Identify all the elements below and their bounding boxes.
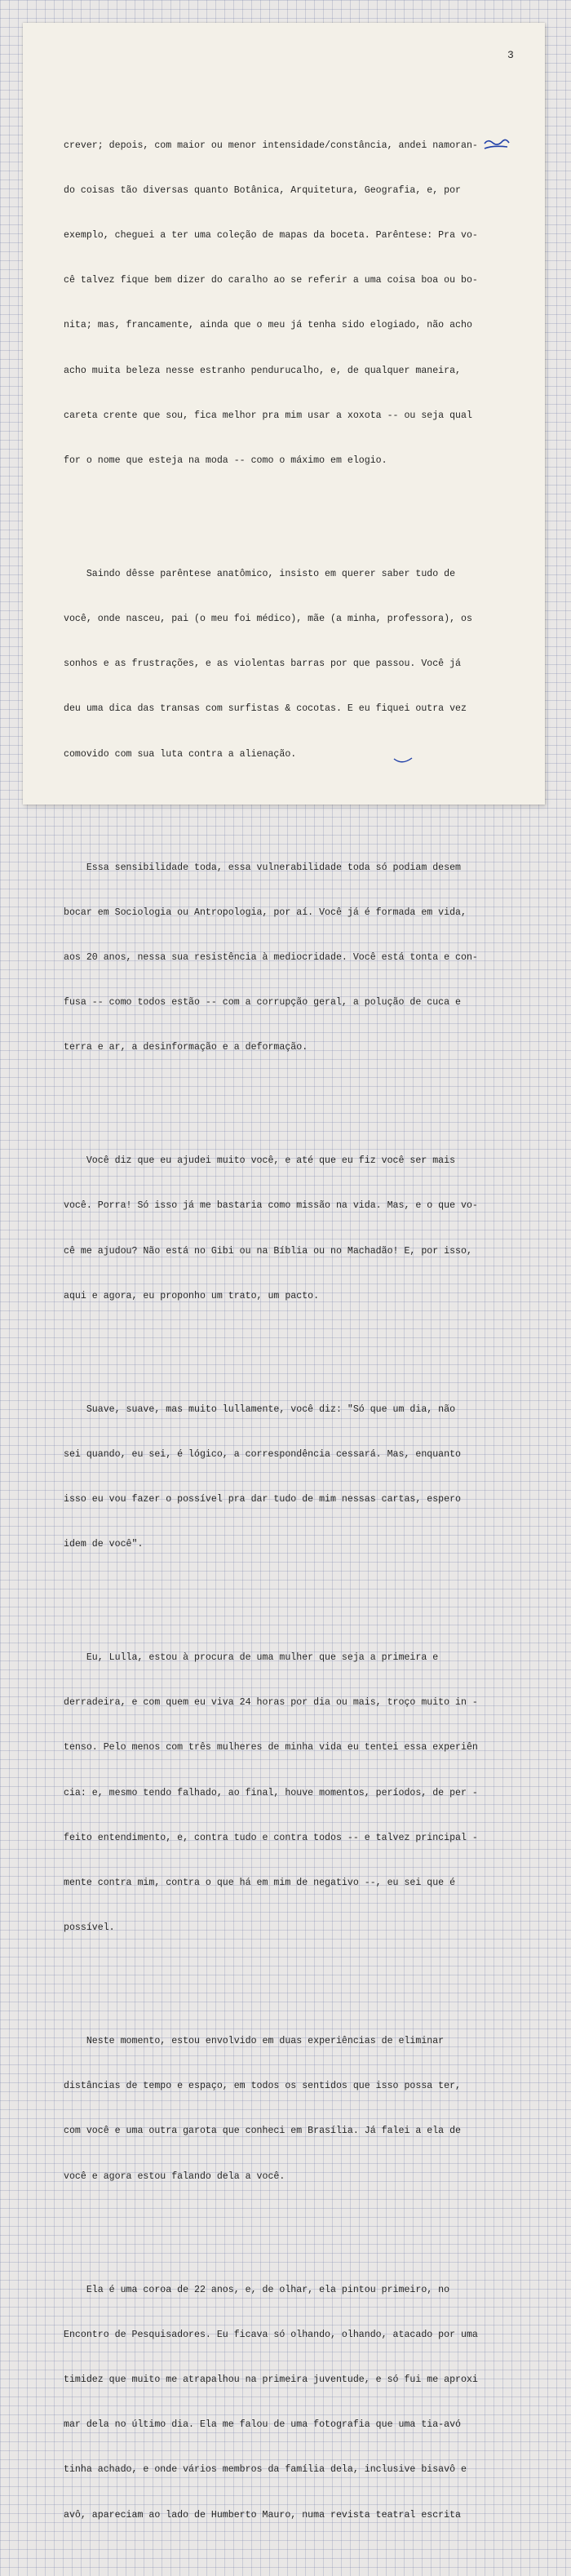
text-line: deu uma dica das transas com surfistas & cocotas. E eu fiquei outra vez xyxy=(64,703,467,715)
text-line: acho muita beleza nesse estranho pendurucalho, e, de qualquer maneira, xyxy=(64,365,462,376)
text-line: Encontro de Pesquisadores. Eu ficava só olhando, olhando, atacado por uma xyxy=(64,2329,478,2340)
text-line: terra e ar, a desinformação e a deformação. xyxy=(64,1042,308,1053)
paragraph xyxy=(64,109,520,499)
text-line: bocar em Sociologia ou Antropologia, por aí. Você já é formada em vida, xyxy=(64,907,467,918)
text-line: sei quando, eu sei, é lógico, a correspondência cessará. Mas, enquanto xyxy=(64,1448,462,1460)
paragraph xyxy=(64,831,520,1086)
paragraph xyxy=(64,2004,520,2215)
text-line: fusa -- como todos estão -- com a corrupção geral, a polução de cuca e xyxy=(64,997,462,1009)
text-line: mente contra mim, contra o que há em mim de negativo --, eu sei que é xyxy=(64,1878,456,1889)
text-line: Ela é uma coroa de 22 anos, e, de olhar, ela pintou primeiro, no xyxy=(64,2284,450,2295)
text-line: Neste momento, estou envolvido em duas experiências de eliminar xyxy=(64,2036,445,2047)
text-line: idem de você". xyxy=(64,1539,144,1550)
paragraph xyxy=(64,2253,520,2553)
text-line: Essa sensibilidade toda, essa vulnerabilidade toda só podiam desem xyxy=(64,862,462,873)
page-number: 3 xyxy=(507,49,514,61)
text-line: possível. xyxy=(64,1922,115,1934)
text-line: você, onde nasceu, pai (o meu foi médico), mãe (a minha, professora), os xyxy=(64,614,472,625)
text-line: tenso. Pelo menos com três mulheres de minha vida eu tentei essa experiên xyxy=(64,1742,478,1754)
text-line: distâncias de tempo e espaço, em todos os sentidos que isso possa ter, xyxy=(64,2081,462,2092)
text-line: exemplo, cheguei a ter uma coleção de mapas da boceta. Parêntese: Pra vo- xyxy=(64,230,478,242)
text-line: isso eu vou fazer o possível pra dar tudo de mim nessas cartas, espero xyxy=(64,1494,462,1505)
text-line: você e agora estou falando dela a você. xyxy=(64,2170,286,2182)
text-line: aos 20 anos, nessa sua resistência à mediocridade. Você está tonta e con- xyxy=(64,951,478,963)
text-line: você. Porra! Só isso já me bastaria como missão na vida. Mas, e o que vo- xyxy=(64,1200,478,1212)
paragraph xyxy=(64,1621,520,1966)
text-line: crever; depois, com maior ou menor intensidade/constância, andei namoran- xyxy=(64,140,478,151)
text-line: cê me ajudou? Não está no Gibi ou na Bíblia ou no Machadão! E, por isso, xyxy=(64,1245,472,1257)
text-line: derradeira, e com quem eu viva 24 horas por dia ou mais, troço muito in - xyxy=(64,1697,478,1709)
paragraph xyxy=(64,1124,520,1334)
text-line: mar dela no último dia. Ela me falou de uma fotografia que uma tia-avó xyxy=(64,2419,462,2431)
paragraph xyxy=(64,1372,520,1583)
text-line: for o nome que esteja na moda -- como o máximo em elogio. xyxy=(64,455,387,467)
text-line: feito entendimento, e, contra tudo e contra todos -- e talvez principal - xyxy=(64,1832,478,1843)
text-line: avô, apareciam ao lado de Humberto Mauro, numa revista teatral escrita xyxy=(64,2509,462,2521)
text-line: comovido com sua luta contra a alienação. xyxy=(64,748,297,760)
text-line: Saindo dêsse parêntese anatômico, insisto em querer saber tudo de xyxy=(64,568,456,579)
text-line: nita; mas, francamente, ainda que o meu já tenha sido elogiado, não acho xyxy=(64,320,472,331)
text-line: timidez que muito me atrapalhou na primeira juventude, e só fui me aproxi xyxy=(64,2374,478,2385)
text-line: com você e uma outra garota que conheci em Brasília. Já falei a ela de xyxy=(64,2126,462,2137)
paragraph xyxy=(64,537,520,792)
text-line: tinha achado, e onde vários membros da família dela, inclusive bisavô e xyxy=(64,2464,467,2476)
text-line: cê talvez fique bem dizer do caralho ao se referir a uma coisa boa ou bo- xyxy=(64,275,478,286)
text-line: sonhos e as frustrações, e as violentas barras por que passou. Você já xyxy=(64,658,462,670)
letter-body xyxy=(64,78,520,2576)
text-line: careta crente que sou, fica melhor pra mim usar a xoxota -- ou seja qual xyxy=(64,410,472,421)
text-line: Você diz que eu ajudei muito você, e até que eu fiz você ser mais xyxy=(64,1155,456,1167)
text-line: aqui e agora, eu proponho um trato, um pacto. xyxy=(64,1290,320,1301)
text-line: cia: e, mesmo tendo falhado, ao final, houve momentos, períodos, de per - xyxy=(64,1787,478,1798)
text-line: Eu, Lulla, estou à procura de uma mulher que seja a primeira e xyxy=(64,1652,439,1664)
text-line: Suave, suave, mas muito lullamente, você diz: "Só que um dia, não xyxy=(64,1403,456,1415)
text-line: do coisas tão diversas quanto Botânica, Arquitetura, Geografia, e, por xyxy=(64,184,462,196)
